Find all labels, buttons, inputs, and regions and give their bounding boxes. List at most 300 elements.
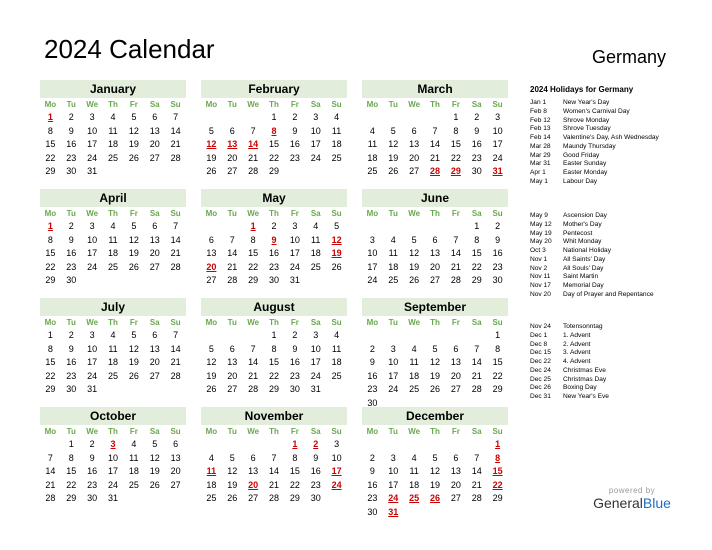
day-cell: 17: [492, 139, 503, 149]
day-cell: 26: [206, 166, 217, 176]
day-cell: 13: [206, 248, 217, 258]
empty-cell: [201, 111, 222, 125]
day-cell: 4: [110, 112, 116, 122]
holiday-row: [530, 238, 710, 247]
day-cell: 10: [310, 343, 321, 354]
holiday-date: Jan 1: [530, 99, 547, 106]
day-cell: 20: [149, 248, 160, 258]
day-cell: 31: [310, 384, 321, 394]
holiday-row: [530, 125, 710, 134]
weekday-label: Tu: [227, 100, 237, 109]
day-cell: 13: [149, 234, 160, 245]
holiday-name: Women's Carnival Day: [563, 107, 630, 115]
holiday-day: 29: [450, 166, 461, 176]
month-title: October: [40, 407, 186, 425]
day-cell: 21: [429, 152, 440, 163]
day-cell: 30: [367, 397, 378, 408]
day-cell: 21: [248, 152, 259, 163]
day-cell: 30: [87, 493, 98, 503]
holiday-row: [530, 323, 710, 332]
holiday-day: 11: [206, 466, 217, 476]
day-cell: 7: [474, 343, 480, 354]
day-cell: 21: [170, 248, 181, 258]
holiday-name: Memorial Day: [563, 282, 604, 289]
weekday-label: Mo: [205, 318, 218, 327]
weekday-label: Tu: [227, 318, 237, 327]
day-cell: 2: [68, 221, 74, 231]
day-cell: 21: [170, 357, 181, 367]
day-cell: 18: [331, 139, 342, 149]
holiday-date: May 20: [530, 238, 552, 246]
day-cell: 10: [310, 125, 321, 136]
day-cell: 15: [248, 248, 259, 258]
month-title: February: [201, 80, 347, 98]
day-cell: 8: [47, 234, 53, 245]
weekday-label: Fr: [451, 100, 460, 109]
day-cell: 4: [110, 330, 116, 340]
holiday-date: Feb 8: [530, 107, 547, 115]
day-cell: 30: [66, 275, 77, 285]
holiday-date: Feb 12: [530, 116, 551, 124]
holiday-day: 14: [248, 139, 259, 149]
day-cell: 23: [66, 261, 77, 272]
day-cell: 26: [429, 384, 440, 394]
day-cell: 24: [367, 275, 378, 285]
day-cell: 11: [129, 452, 139, 463]
holiday-day: 1: [47, 221, 53, 231]
day-cell: 19: [128, 139, 139, 149]
holiday-row: [530, 178, 710, 187]
day-cell: 4: [313, 221, 319, 231]
holiday-list: [530, 323, 710, 402]
month-title: April: [40, 189, 186, 207]
day-cell: 25: [367, 166, 378, 176]
weekday-label: Sa: [149, 100, 160, 109]
day-cell: 28: [248, 384, 259, 394]
day-cell: 20: [170, 466, 181, 476]
day-cell: 3: [89, 112, 95, 122]
day-cell: 16: [66, 248, 77, 258]
day-cell: 4: [131, 439, 137, 449]
day-cell: 14: [450, 248, 461, 258]
weekday-label: Su: [492, 209, 503, 218]
holiday-name: Ascension Day: [563, 212, 607, 219]
weekday-label: Sa: [149, 318, 160, 327]
day-cell: 28: [45, 493, 56, 503]
day-cell: 29: [45, 166, 56, 176]
day-cell: 15: [45, 248, 56, 258]
holiday-day: 1: [292, 439, 298, 449]
day-cell: 9: [292, 125, 298, 136]
day-cell: 5: [229, 452, 235, 463]
day-cell: 20: [149, 139, 160, 149]
holiday-row: [530, 212, 710, 221]
month-june: [362, 189, 508, 288]
day-cell: 12: [409, 248, 420, 258]
day-cell: 11: [409, 466, 419, 476]
day-cell: 7: [271, 452, 277, 463]
day-cell: 9: [313, 452, 319, 463]
month-title: November: [201, 407, 347, 425]
day-cell: 9: [68, 234, 74, 245]
day-cell: 14: [45, 466, 56, 476]
month-august: [201, 298, 347, 397]
day-cell: 4: [411, 343, 417, 354]
day-cell: 12: [206, 357, 217, 367]
day-cell: 25: [107, 370, 118, 381]
day-cell: 19: [128, 248, 139, 258]
holiday-row: [530, 291, 710, 300]
weekday-label: Sa: [310, 100, 321, 109]
day-cell: 10: [107, 452, 118, 463]
weekday-label: Mo: [366, 209, 379, 218]
holiday-day: 3: [110, 439, 116, 449]
day-cell: 3: [495, 112, 501, 122]
weekday-label: We: [247, 318, 260, 327]
day-cell: 18: [206, 479, 217, 490]
day-cell: 21: [268, 479, 279, 490]
weekday-label: Sa: [310, 209, 321, 218]
day-cell: 20: [149, 357, 160, 367]
empty-cell: [466, 438, 487, 452]
holiday-day: 1: [250, 221, 256, 231]
day-cell: 19: [409, 261, 420, 272]
weekday-label: Th: [108, 318, 118, 327]
day-cell: 28: [450, 275, 461, 285]
day-cell: 30: [310, 493, 321, 503]
day-cell: 24: [310, 370, 321, 381]
day-cell: 27: [170, 479, 181, 490]
month-july: [40, 298, 186, 397]
day-cell: 22: [66, 479, 77, 490]
day-cell: 22: [45, 261, 56, 272]
month-title: January: [40, 80, 186, 98]
holiday-row: [530, 265, 710, 274]
holiday-date: Dec 24: [530, 366, 551, 374]
weekday-label: Fr: [129, 209, 138, 218]
day-cell: 29: [66, 493, 77, 503]
day-cell: 10: [388, 466, 399, 476]
day-cell: 24: [87, 370, 98, 381]
day-cell: 27: [149, 152, 160, 163]
day-cell: 17: [87, 357, 98, 367]
day-cell: 6: [229, 343, 235, 354]
day-cell: 22: [268, 152, 279, 163]
weekday-label: We: [247, 209, 260, 218]
weekday-label: Fr: [290, 209, 299, 218]
holiday-row: [530, 108, 710, 117]
day-cell: 7: [173, 112, 179, 122]
day-cell: 23: [289, 152, 300, 163]
holiday-day: 8: [495, 452, 501, 463]
weekday-label: Th: [108, 427, 118, 436]
holiday-name: Whit Monday: [563, 238, 602, 246]
month-may: [201, 189, 347, 288]
day-cell: 14: [170, 125, 181, 136]
day-cell: 12: [128, 125, 139, 136]
day-cell: 9: [495, 234, 501, 245]
weekday-label: Th: [269, 100, 279, 109]
month-january: [40, 80, 186, 179]
holiday-name: Maundy Thursday: [563, 142, 616, 150]
day-cell: 10: [492, 125, 503, 136]
weekday-label: Su: [170, 427, 181, 436]
day-cell: 11: [108, 125, 118, 136]
day-cell: 6: [411, 125, 417, 136]
day-cell: 9: [474, 125, 480, 136]
day-cell: 11: [108, 234, 118, 245]
day-cell: 20: [227, 370, 238, 381]
holiday-name: Shrove Tuesday: [563, 125, 611, 133]
day-cell: 21: [471, 479, 482, 490]
holiday-name: 2. Advent: [563, 340, 591, 348]
holiday-date: Mar 28: [530, 142, 551, 150]
weekday-label: Tu: [388, 209, 398, 218]
holiday-name: Labour Day: [563, 177, 598, 185]
day-cell: 6: [208, 234, 214, 245]
holiday-name: National Holiday: [563, 247, 612, 254]
day-cell: 8: [47, 125, 53, 136]
day-cell: 23: [87, 479, 98, 490]
day-cell: 17: [367, 261, 378, 272]
day-cell: 23: [471, 152, 482, 163]
day-cell: 31: [87, 166, 98, 176]
day-cell: 22: [45, 370, 56, 381]
weekday-label: Tu: [388, 100, 398, 109]
holiday-day: 9: [271, 234, 277, 245]
weekday-label: Tu: [388, 427, 398, 436]
day-cell: 10: [367, 248, 378, 258]
day-cell: 2: [68, 112, 74, 122]
day-cell: 8: [474, 234, 480, 245]
weekday-label: Sa: [471, 318, 482, 327]
empty-cell: [362, 111, 383, 125]
month-title: August: [201, 298, 347, 316]
day-cell: 9: [89, 452, 95, 463]
day-cell: 18: [409, 370, 420, 381]
empty-cell: [404, 220, 425, 234]
holiday-day: 1: [495, 439, 501, 449]
day-cell: 14: [429, 139, 440, 149]
day-cell: 16: [367, 370, 378, 381]
day-cell: 19: [388, 152, 399, 163]
month-october: [40, 407, 186, 506]
day-cell: 15: [45, 139, 56, 149]
day-cell: 29: [248, 275, 259, 285]
weekday-label: Fr: [129, 318, 138, 327]
day-cell: 2: [292, 330, 298, 340]
empty-cell: [404, 438, 425, 452]
day-cell: 16: [310, 466, 321, 476]
holiday-name: All Souls' Day: [563, 264, 604, 272]
day-cell: 4: [334, 330, 340, 340]
holiday-date: Nov 2: [530, 264, 548, 272]
holiday-row: [530, 384, 710, 393]
holiday-name: Pentecost: [563, 229, 593, 237]
weekday-label: Th: [430, 427, 440, 436]
day-cell: 23: [367, 384, 378, 394]
day-cell: 30: [471, 166, 482, 176]
day-cell: 9: [68, 125, 74, 136]
day-cell: 23: [289, 370, 300, 381]
month-title: July: [40, 298, 186, 316]
weekday-label: Fr: [451, 427, 460, 436]
day-cell: 24: [87, 261, 98, 272]
day-cell: 14: [248, 357, 259, 367]
weekday-label: Su: [492, 427, 503, 436]
day-cell: 26: [128, 152, 139, 163]
day-cell: 26: [388, 166, 399, 176]
day-cell: 4: [334, 112, 340, 122]
empty-cell: [243, 329, 264, 343]
day-cell: 17: [388, 479, 399, 490]
holiday-day: 15: [492, 466, 503, 476]
empty-cell: [362, 438, 383, 452]
empty-cell: [362, 329, 383, 343]
holiday-row: [530, 247, 710, 256]
month-march: [362, 80, 508, 179]
empty-cell: [222, 220, 243, 234]
day-cell: 30: [268, 275, 279, 285]
holiday-date: Dec 31: [530, 393, 551, 400]
day-cell: 26: [128, 261, 139, 272]
day-cell: 8: [250, 234, 256, 245]
holiday-list: [530, 99, 710, 187]
empty-cell: [383, 220, 404, 234]
weekday-label: Th: [430, 209, 440, 218]
day-cell: 8: [453, 125, 459, 136]
day-cell: 7: [47, 452, 53, 463]
weekday-label: Su: [492, 100, 503, 109]
day-cell: 24: [388, 384, 399, 394]
holiday-name: 4. Advent: [563, 358, 591, 365]
holiday-day: 17: [331, 466, 342, 476]
weekday-label: Mo: [44, 318, 57, 327]
day-cell: 3: [334, 439, 340, 449]
day-cell: 16: [66, 139, 77, 149]
day-cell: 12: [149, 452, 160, 463]
day-cell: 28: [471, 493, 482, 503]
day-cell: 28: [227, 275, 238, 285]
day-cell: 28: [170, 370, 181, 381]
day-cell: 19: [206, 152, 217, 163]
day-cell: 16: [87, 466, 98, 476]
weekday-label: Mo: [205, 427, 218, 436]
day-cell: 12: [128, 343, 139, 354]
brand-logo: [588, 486, 676, 511]
day-cell: 5: [131, 221, 137, 231]
brand-powered-text: powered by: [608, 486, 656, 495]
weekday-label: Fr: [451, 318, 460, 327]
day-cell: 10: [331, 452, 342, 463]
holiday-name: Valentine's Day, Ash Wednesday: [563, 134, 659, 141]
day-cell: 10: [87, 343, 98, 354]
holiday-row: [530, 282, 710, 291]
holiday-name: 3. Advent: [563, 349, 591, 357]
day-cell: 10: [87, 234, 98, 245]
day-cell: 21: [248, 370, 259, 381]
day-cell: 3: [313, 112, 319, 122]
day-cell: 14: [227, 248, 238, 258]
day-cell: 3: [390, 343, 396, 354]
day-cell: 14: [471, 357, 482, 367]
weekday-label: We: [247, 100, 260, 109]
month-title: May: [201, 189, 347, 207]
weekday-label: Tu: [227, 209, 237, 218]
weekday-label: Sa: [471, 100, 482, 109]
day-cell: 29: [45, 275, 56, 285]
holiday-row: [530, 367, 710, 376]
holiday-date: Dec 26: [530, 384, 551, 392]
holiday-day: 19: [331, 248, 342, 258]
day-cell: 6: [229, 125, 235, 136]
day-cell: 15: [289, 466, 300, 476]
holiday-list: [530, 212, 710, 300]
day-cell: 21: [450, 261, 461, 272]
weekday-label: Th: [269, 318, 279, 327]
weekday-label: Th: [430, 318, 440, 327]
empty-cell: [222, 111, 243, 125]
holiday-day: 26: [429, 493, 440, 503]
holiday-name: Easter Sunday: [563, 160, 607, 168]
page-title: 2024 Calendar: [44, 34, 215, 64]
day-cell: 2: [68, 330, 74, 340]
day-cell: 29: [289, 493, 300, 503]
day-cell: 25: [128, 479, 139, 490]
holiday-day: 12: [206, 139, 217, 149]
day-cell: 15: [492, 357, 503, 367]
day-cell: 27: [206, 275, 217, 285]
holiday-name: Christmas Day: [563, 375, 607, 383]
weekday-label: Tu: [388, 318, 398, 327]
day-cell: 6: [152, 221, 158, 231]
day-cell: 30: [66, 166, 77, 176]
day-cell: 7: [173, 330, 179, 340]
day-cell: 4: [390, 234, 396, 245]
day-cell: 23: [492, 261, 503, 272]
day-cell: 19: [149, 466, 160, 476]
holiday-day: 20: [206, 261, 217, 272]
holiday-date: Oct 3: [530, 247, 546, 254]
month-title: September: [362, 298, 508, 316]
holiday-row: [530, 169, 710, 178]
day-cell: 14: [268, 466, 279, 476]
holiday-day: 25: [409, 493, 420, 503]
holiday-day: 24: [388, 493, 399, 503]
day-cell: 29: [471, 275, 482, 285]
holiday-name: Christmas Eve: [563, 366, 606, 374]
day-cell: 29: [492, 493, 503, 503]
day-cell: 27: [149, 261, 160, 272]
day-cell: 14: [170, 343, 181, 354]
day-cell: 12: [128, 234, 139, 245]
day-cell: 6: [453, 452, 459, 463]
holiday-name: New Year's Eve: [563, 393, 609, 400]
day-cell: 23: [66, 370, 77, 381]
weekday-label: Fr: [129, 427, 138, 436]
day-cell: 3: [313, 330, 319, 340]
weekday-label: We: [408, 318, 421, 327]
day-cell: 29: [268, 166, 279, 176]
holiday-name: Easter Monday: [563, 169, 608, 176]
holiday-row: [530, 393, 710, 402]
day-cell: 17: [289, 248, 300, 258]
day-cell: 23: [268, 261, 279, 272]
day-cell: 27: [227, 166, 238, 176]
holiday-day: 28: [429, 166, 440, 176]
month-december: [362, 407, 508, 519]
holiday-date: Nov 11: [530, 273, 551, 281]
